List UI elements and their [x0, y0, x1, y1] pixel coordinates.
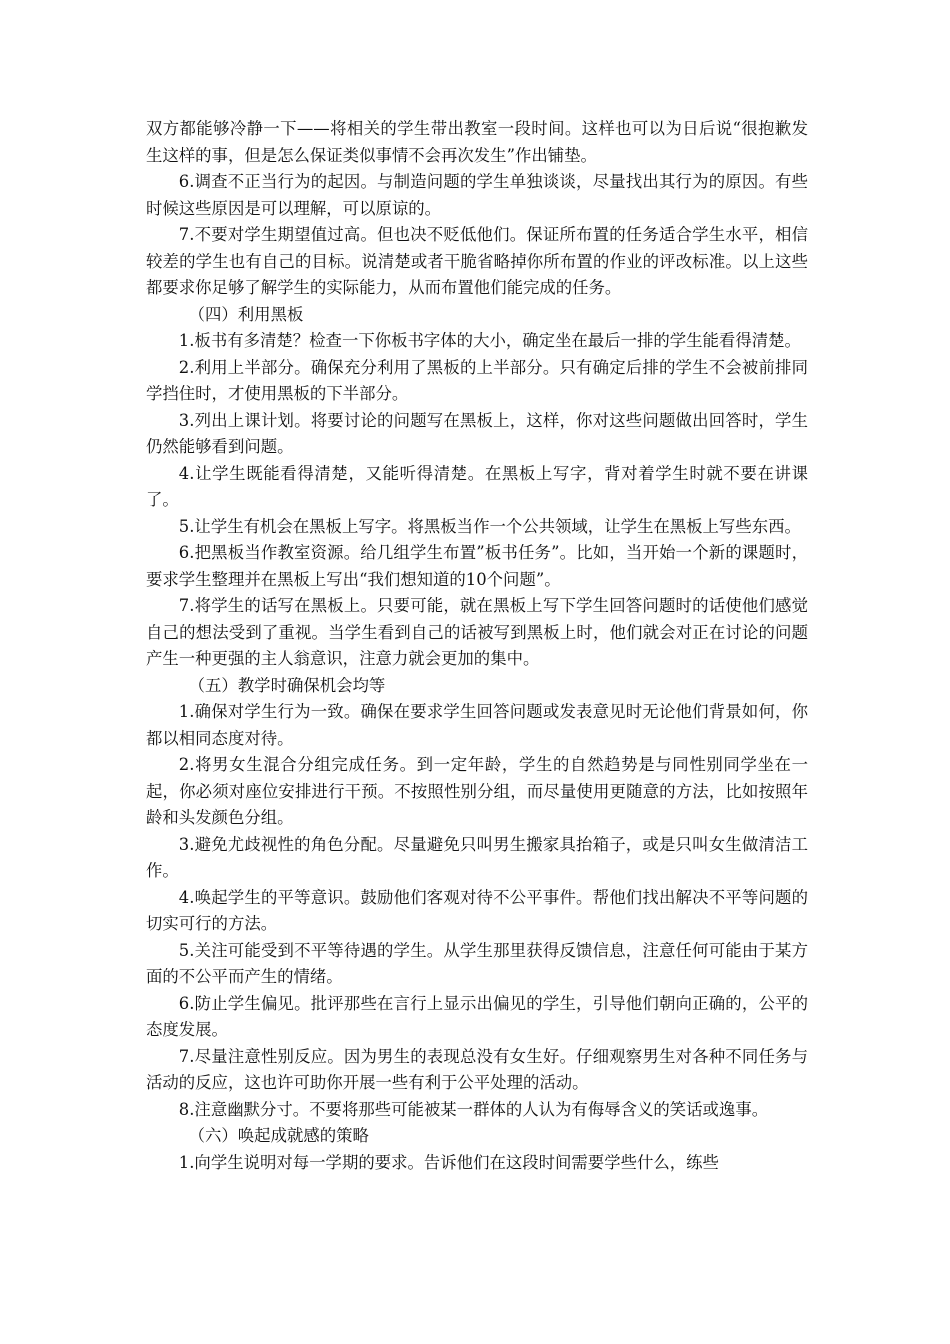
paragraph: 3.避免尤歧视性的角色分配。尽量避免只叫男生搬家具抬箱子，或是只叫女生做清洁工作。 [146, 834, 808, 880]
paragraph: 4.唤起学生的平等意识。鼓励他们客观对待不公平事件。帮他们找出解决不平等问题的切实可行的方法。 [146, 887, 808, 933]
paragraph: 2.将男女生混合分组完成任务。到一定年龄，学生的自然趋势是与同性别同学坐在一起，你必须对座位安排进行干预。不按照性别分组，而尽量使用更随意的方法，比如按照年龄和头发颜色分组。 [146, 755, 808, 827]
paragraph: 2.利用上半部分。确保充分利用了黑板的上半部分。只有确定后排的学生不会被前排同学挡住时，才使用黑板的下半部分。 [146, 357, 808, 403]
section-heading: （五）教学时确保机会均等 [188, 675, 386, 695]
document-body [146, 116, 808, 1176]
paragraph: 1.确保对学生行为一致。确保在要求学生回答问题或发表意见时无论他们背景如何，你都以相同态度对待。 [146, 702, 808, 748]
paragraph: 5.关注可能受到不平等待遇的学生。从学生那里获得反馈信息，注意任何可能由于某方面的不公平而产生的情绪。 [146, 940, 808, 986]
paragraph-continued: 双方都能够冷静一下——将相关的学生带出教室一段时间。这样也可以为日后说“很抱歉发生这样的事，但是怎么保证类似事情不会再次发生”作出铺垫。 [146, 119, 808, 165]
paragraph: 7.不要对学生期望值过高。但也决不贬低他们。保证所布置的任务适合学生水平，相信较差的学生也有自己的目标。说清楚或者干脆省略掉你所布置的作业的评改标准。以上这些都要求你足够了解学生的实际能力，从而布置他们能完成的任务。 [146, 225, 808, 297]
paragraph: 4.让学生既能看得清楚，又能听得清楚。在黑板上写字，背对着学生时就不要在讲课了。 [146, 463, 808, 509]
paragraph: 8.注意幽默分寸。不要将那些可能被某一群体的人认为有侮辱含义的笑话或逸事。 [178, 1099, 769, 1119]
paragraph: 3.列出上课计划。将要讨论的问题写在黑板上，这样，你对这些问题做出回答时，学生仍然能够看到问题。 [146, 410, 808, 456]
paragraph: 7.将学生的话写在黑板上。只要可能，就在黑板上写下学生回答问题时的话使他们感觉自己的想法受到了重视。当学生看到自己的话被写到黑板上时，他们就会对正在讨论的问题产生一种更强的主人翁意识，注意力就会更加的集中。 [146, 596, 808, 668]
paragraph: 7.尽量注意性别反应。因为男生的表现总没有女生好。仔细观察男生对各种不同任务与活动的反应，这也许可助你开展一些有利于公平处理的活动。 [146, 1046, 808, 1092]
paragraph: 1.板书有多清楚？检查一下你板书字体的大小，确定坐在最后一排的学生能看得清楚。 [178, 331, 801, 350]
paragraph: 6.防止学生偏见。批评那些在言行上显示出偏见的学生，引导他们朝向正确的，公平的态度发展。 [146, 993, 808, 1039]
section-heading: （六）唤起成就感的策略 [188, 1126, 369, 1145]
paragraph: 1.向学生说明对每一学期的要求。告诉他们在这段时间需要学些什么，练些 [178, 1152, 719, 1172]
paragraph: 5.让学生有机会在黑板上写字。将黑板当作一个公共领域，让学生在黑板上写些东西。 [178, 516, 801, 536]
section-heading: （四）利用黑板 [188, 304, 304, 324]
paragraph: 6.调查不正当行为的起因。与制造问题的学生单独谈谈，尽量找出其行为的原因。有些时候这些原因是可以理解，可以原谅的。 [146, 172, 808, 218]
paragraph: 6.把黑板当作教室资源。给几组学生布置”板书任务”。比如，当开始一个新的课题时，要求学生整理并在黑板上写出“我们想知道的10个问题”。 [146, 543, 808, 589]
